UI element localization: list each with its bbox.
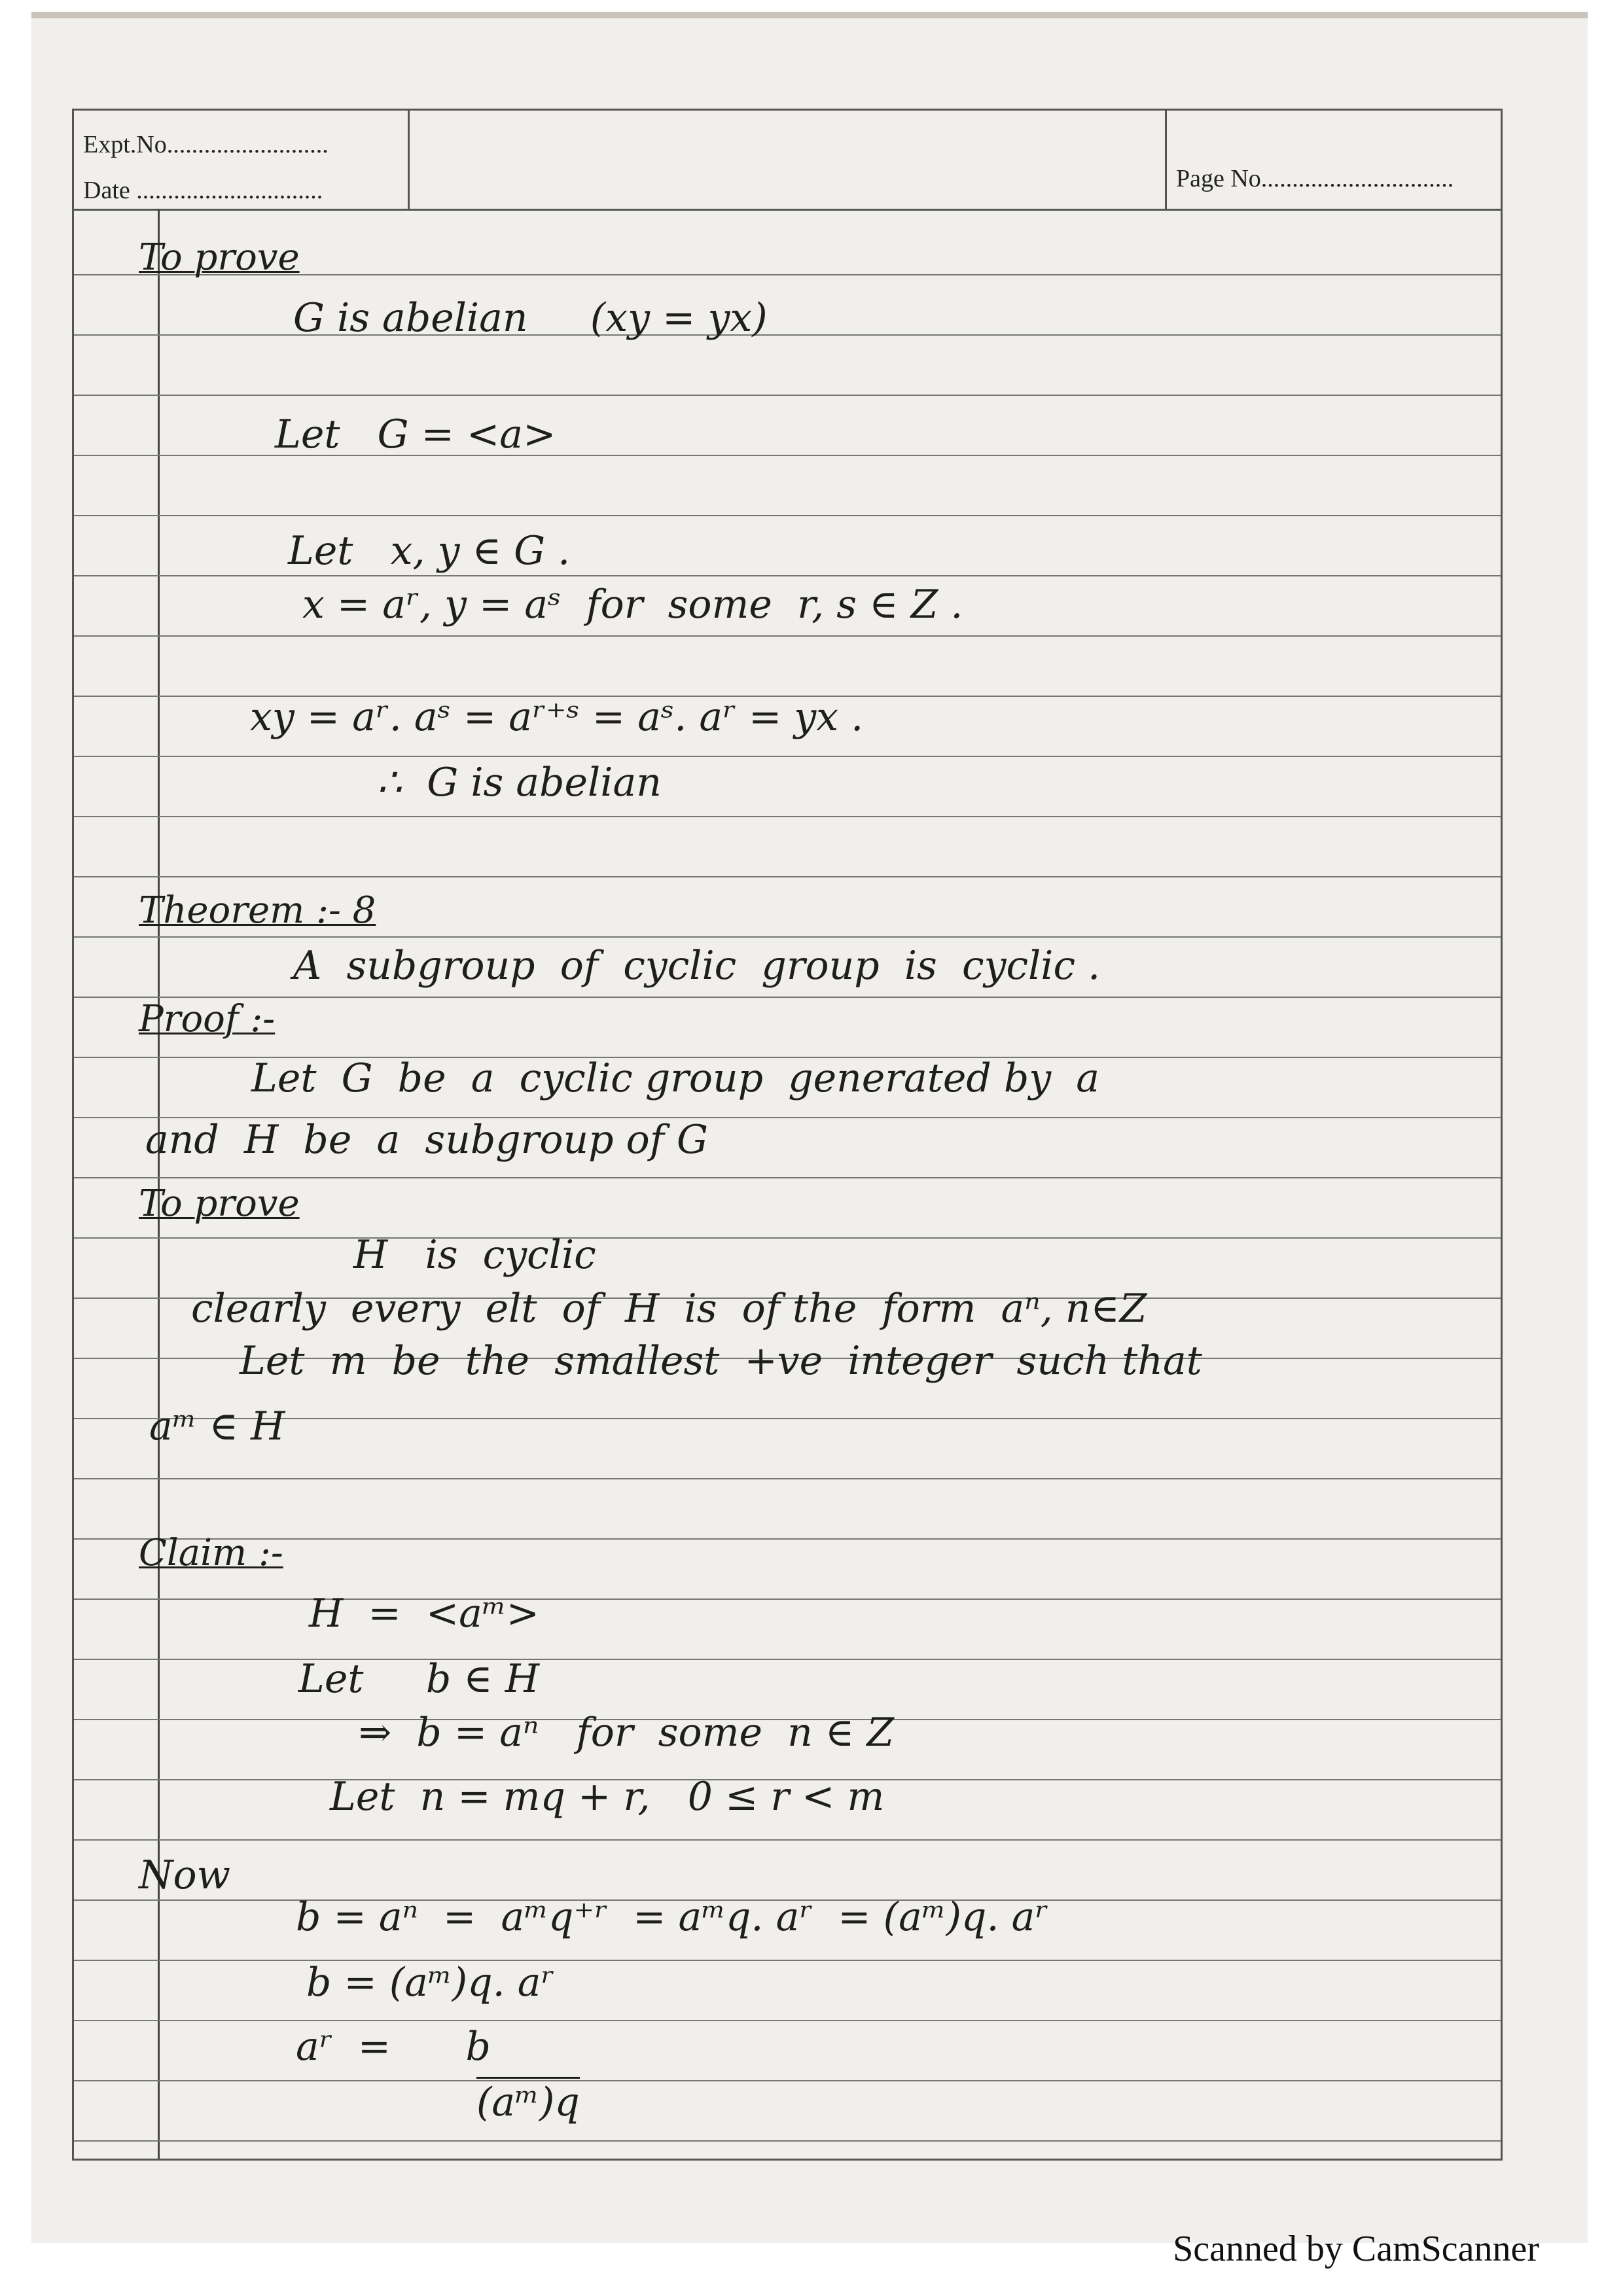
theorem-heading: Theorem :- 8: [139, 889, 376, 932]
theorem-statement: A subgroup of cyclic group is cyclic .: [293, 943, 1101, 989]
ruled-line: [74, 876, 1501, 877]
statement-abelian: G is abelian (xy = yx): [293, 295, 768, 341]
ruled-line: [74, 1237, 1501, 1239]
ruled-line: [74, 756, 1501, 757]
now-label: Now: [139, 1852, 230, 1898]
ruled-line: [74, 1839, 1501, 1841]
ruled-line: [74, 575, 1501, 576]
ar-numerator-line: aʳ = b: [296, 2024, 491, 2070]
ruled-line: [74, 2140, 1501, 2142]
ruled-line: [74, 334, 1501, 336]
claim-statement: H = <aᵐ>: [309, 1591, 540, 1636]
ruled-line: [74, 1177, 1501, 1178]
smallest-integer: Let m be the smallest +ve integer such that: [240, 1338, 1202, 1384]
ruled-line: [74, 1538, 1501, 1540]
to-prove-heading: To prove: [139, 236, 300, 279]
proof-heading: Proof :-: [139, 998, 276, 1040]
header-left-box: [74, 111, 410, 209]
ruled-line: [74, 395, 1501, 396]
form-of-elements: clearly every elt of H is of the form aⁿ, n∈Z: [191, 1286, 1147, 1332]
ruled-line: [74, 2080, 1501, 2081]
ruled-line: [74, 1598, 1501, 1600]
page-header: [74, 111, 1501, 211]
b-expansion: b = aⁿ = aᵐq⁺ʳ = aᵐq. aʳ = (aᵐ)q. aʳ: [296, 1894, 1049, 1940]
ruled-line: [74, 1659, 1501, 1660]
expt-no-label: Expt.No..........................: [83, 131, 329, 158]
to-prove-heading-2: To prove: [139, 1182, 300, 1225]
am-in-h: aᵐ ∈ H: [149, 1404, 285, 1449]
ruled-line: [74, 1418, 1501, 1419]
b-factorised: b = (aᵐ)q. aʳ: [306, 1960, 555, 2005]
scanner-watermark: Scanned by CamScanner: [1173, 2229, 1539, 2269]
header-right-box: [1165, 111, 1501, 209]
ruled-line: [74, 997, 1501, 998]
division-algorithm: Let n = mq + r, 0 ≤ r < m: [330, 1774, 885, 1820]
let-g-generated: Let G = <a>: [275, 412, 556, 457]
xy-equals-yx: xy = aʳ. aˢ = aʳ⁺ˢ = aˢ. aʳ = yx .: [250, 694, 864, 740]
proof-line-1: Let G be a cyclic group generated by a: [251, 1055, 1100, 1101]
ruled-line: [74, 635, 1501, 637]
h-is-cyclic: H is cyclic: [353, 1232, 596, 1278]
b-equals-an: ⇒ b = aⁿ for some n ∈ Z: [359, 1710, 895, 1756]
x-y-powers: x = aʳ, y = aˢ for some r, s ∈ Z .: [302, 582, 963, 627]
proof-line-2: and H be a subgroup of G: [145, 1117, 708, 1163]
ruled-line: [74, 1478, 1501, 1479]
let-x-y: Let x, y ∈ G .: [288, 528, 571, 574]
g-abelian-conclusion: ∴ G is abelian: [377, 760, 662, 805]
ruled-line: [74, 936, 1501, 938]
let-b-in-h: Let b ∈ H: [298, 1656, 540, 1702]
claim-heading: Claim :-: [139, 1532, 283, 1574]
date-label: Date ..............................: [83, 177, 323, 204]
notebook-page: [31, 12, 1588, 2243]
ruled-line: [74, 1960, 1501, 1961]
ruled-line: [74, 515, 1501, 516]
ar-denominator: (aᵐ)q: [476, 2077, 580, 2122]
ruled-line: [74, 816, 1501, 817]
page-no-label: Page No...............................: [1176, 165, 1454, 192]
ruled-line: [74, 2020, 1501, 2021]
